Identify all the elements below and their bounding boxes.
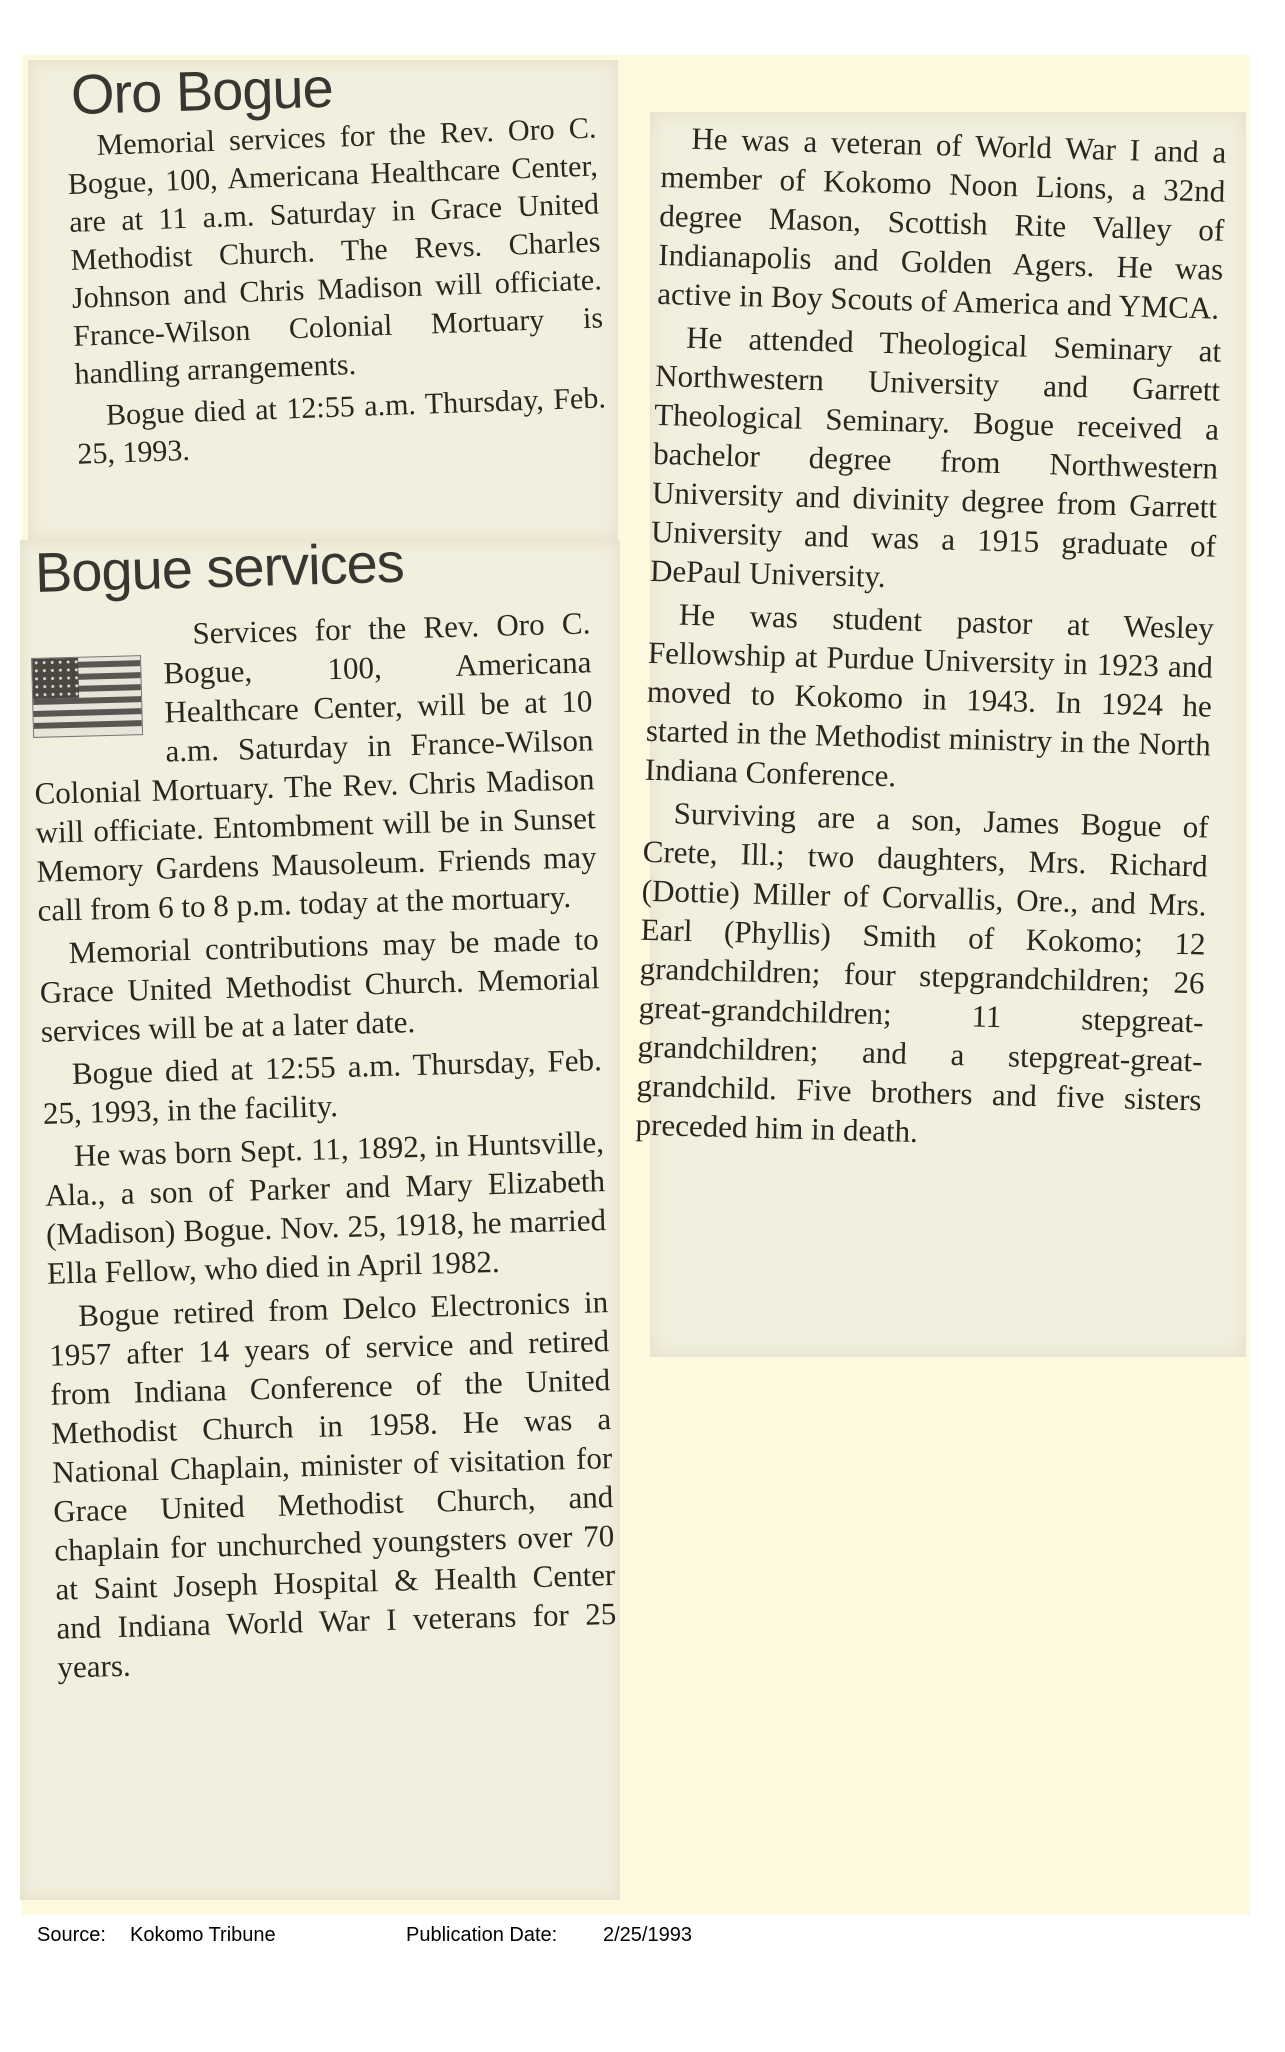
publication-date-value: 2/25/1993 <box>603 1924 692 1946</box>
obituary-2-continued <box>635 118 1227 1162</box>
paragraph: He was born Sept. 11, 1892, in Huntsville, Ala., a son of Parker and Mary Elizabeth (Madison) Bogue. Nov. 25, 1918, he married Ella Fellow, who died in April 1982. <box>44 1124 607 1291</box>
paragraph: He was a veteran of World War I and a member of Kokomo Noon Lions, a 32nd degree Mason, Scottish Rite Valley of Indianapolis and Golden Agers. He was active in Boy Scouts of America and YMCA. <box>656 120 1227 326</box>
paragraph: Bogue retired from Delco Electronics in 1957 after 14 years of service and retired from Indiana Conference of the United Methodist Church in 1958. He was a National Chaplain, minister of visitation for Grace United Methodist Church, and chaplain for unchurched youngsters over 70 at Saint Joseph Hospital & Health Center and Indiana World War I veterans for 25 years. <box>48 1284 617 1685</box>
footer-citation <box>0 1924 1285 1954</box>
obituary-2-body <box>30 603 618 1690</box>
paragraph: Bogue died at 12:55 a.m. Thursday, Feb. 25, 1993, in the facility. <box>42 1042 603 1131</box>
publication-date-label: Publication Date: <box>406 1924 558 1946</box>
headline-bogue-services: Bogue services <box>34 530 405 604</box>
headline-oro-bogue: Oro Bogue <box>70 55 334 126</box>
paragraph: Services for the Rev. Oro C. Bogue, 100, Americana Healthcare Center, will be at 10 a.m. Saturday in France-Wilson Colonial Mortuary. The Rev. Chris Madison will officiate. Entombment will be in Sunset Memory Gardens Mausoleum. Friends may call from 6 to 8 p.m. today at the mortuary. <box>34 605 597 928</box>
paragraph: Bogue died at 12:55 a.m. Thursday, Feb. 25, 1993. <box>76 381 607 471</box>
paragraph: Memorial services for the Rev. Oro C. Bogue, 100, Americana Healthcare Center, are at 11 a.m. Saturday in Grace United Methodist Church. The Revs. Charles Johnson and Chris Madison will officiate. France-Wilson Colonial Mortuary is handling arrangements. <box>67 111 604 391</box>
paragraph: Memorial contributions may be made to Grace United Methodist Church. Memorial services will be at a later date. <box>39 921 601 1049</box>
obituary-1-body <box>66 110 608 478</box>
source-value: Kokomo Tribune <box>130 1924 276 1946</box>
paragraph: Surviving are a son, James Bogue of Crete, Ill.; two daughters, Mrs. Richard (Dottie) Miller of Corvallis, Ore., and Mrs. Earl (Phyllis) Smith of Kokomo; 12 grandchildren; four stepgrandchildren; 26 great-grandchildren; 11 stepgreat-grandchildren; and a stepgreat-great-grandchild. Five brothers and five sisters preceded him in death. <box>635 795 1210 1150</box>
paragraph: He was student pastor at Wesley Fellowship at Purdue University in 1923 and moved to Kokomo in 1943. In 1924 he started in the Methodist ministry in the North Indiana Conference. <box>644 596 1215 794</box>
american-flag-icon <box>31 655 143 738</box>
source-label: Source: <box>37 1924 106 1946</box>
paragraph: He attended Theological Seminary at Northwestern University and Garrett Theological Seminary. Bogue received a bachelor degree from Northwestern University and divinity degree from Garrett University and was a 1915 graduate of DePaul University. <box>649 319 1222 595</box>
